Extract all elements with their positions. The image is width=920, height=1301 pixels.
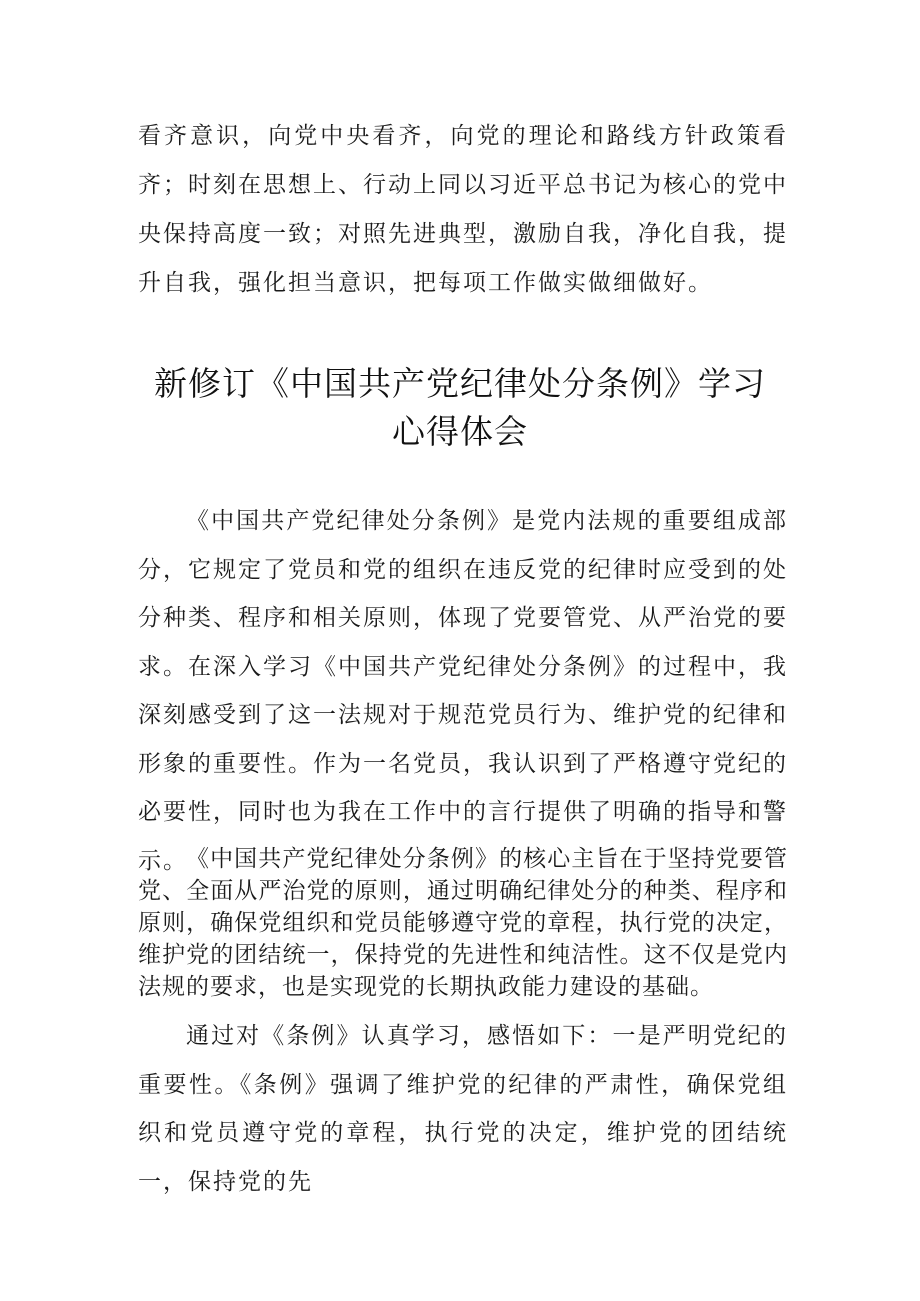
body-paragraph-1: 《中国共产党纪律处分条例》是党内法规的重要组成部分，它规定了党员和党的组织在违反党的纪律时应受到的处分种类、程序和相关原则，体现了党要管党、从严治党的要求。在深入学习《中国共产党纪律处分条例》的过程中，我深刻感受到了这一法规对于规范党员行为、维护党的纪律和形象的重要性。作为一名党员，我认识到了严格遵守党纪的必要性，同时也为我在工作中的言行提供了明确的指导和警示。 [138,508,788,874]
document-title [100,360,820,456]
title-line-1: 新修订《中国共产党纪律处分条例》学习 [154,364,766,403]
title-line-2: 心得体会 [392,412,528,451]
body-paragraph-3: 通过对《条例》认真学习，感悟如下：一是严明党纪的重要性。《条例》强调了维护党的纪律的严肃性，确保党组织和党员遵守党的章程，执行党的决定，维护党的团结统一，保持党的先 [138,1023,788,1195]
top-paragraph: 看齐意识，向党中央看齐，向党的理论和路线方针政策看齐；时刻在思想上、行动上同以习近平总书记为核心的党中央保持高度一致；对照先进典型，激励自我，净化自我，提升自我，强化担当意识，把每项工作做实做细做好。 [138,123,788,296]
body-paragraph-2: 《中国共产党纪律处分条例》的核心主旨在于坚持党要管党、全面从严治党的原则，通过明确纪律处分的种类、程序和原则，确保党组织和党员能够遵守党的章程，执行党的决定，维护党的团结统一，保持党的先进性和纯洁性。这不仅是党内法规的要求，也是实现党的长期执政能力建设的基础。 [138,846,788,1000]
